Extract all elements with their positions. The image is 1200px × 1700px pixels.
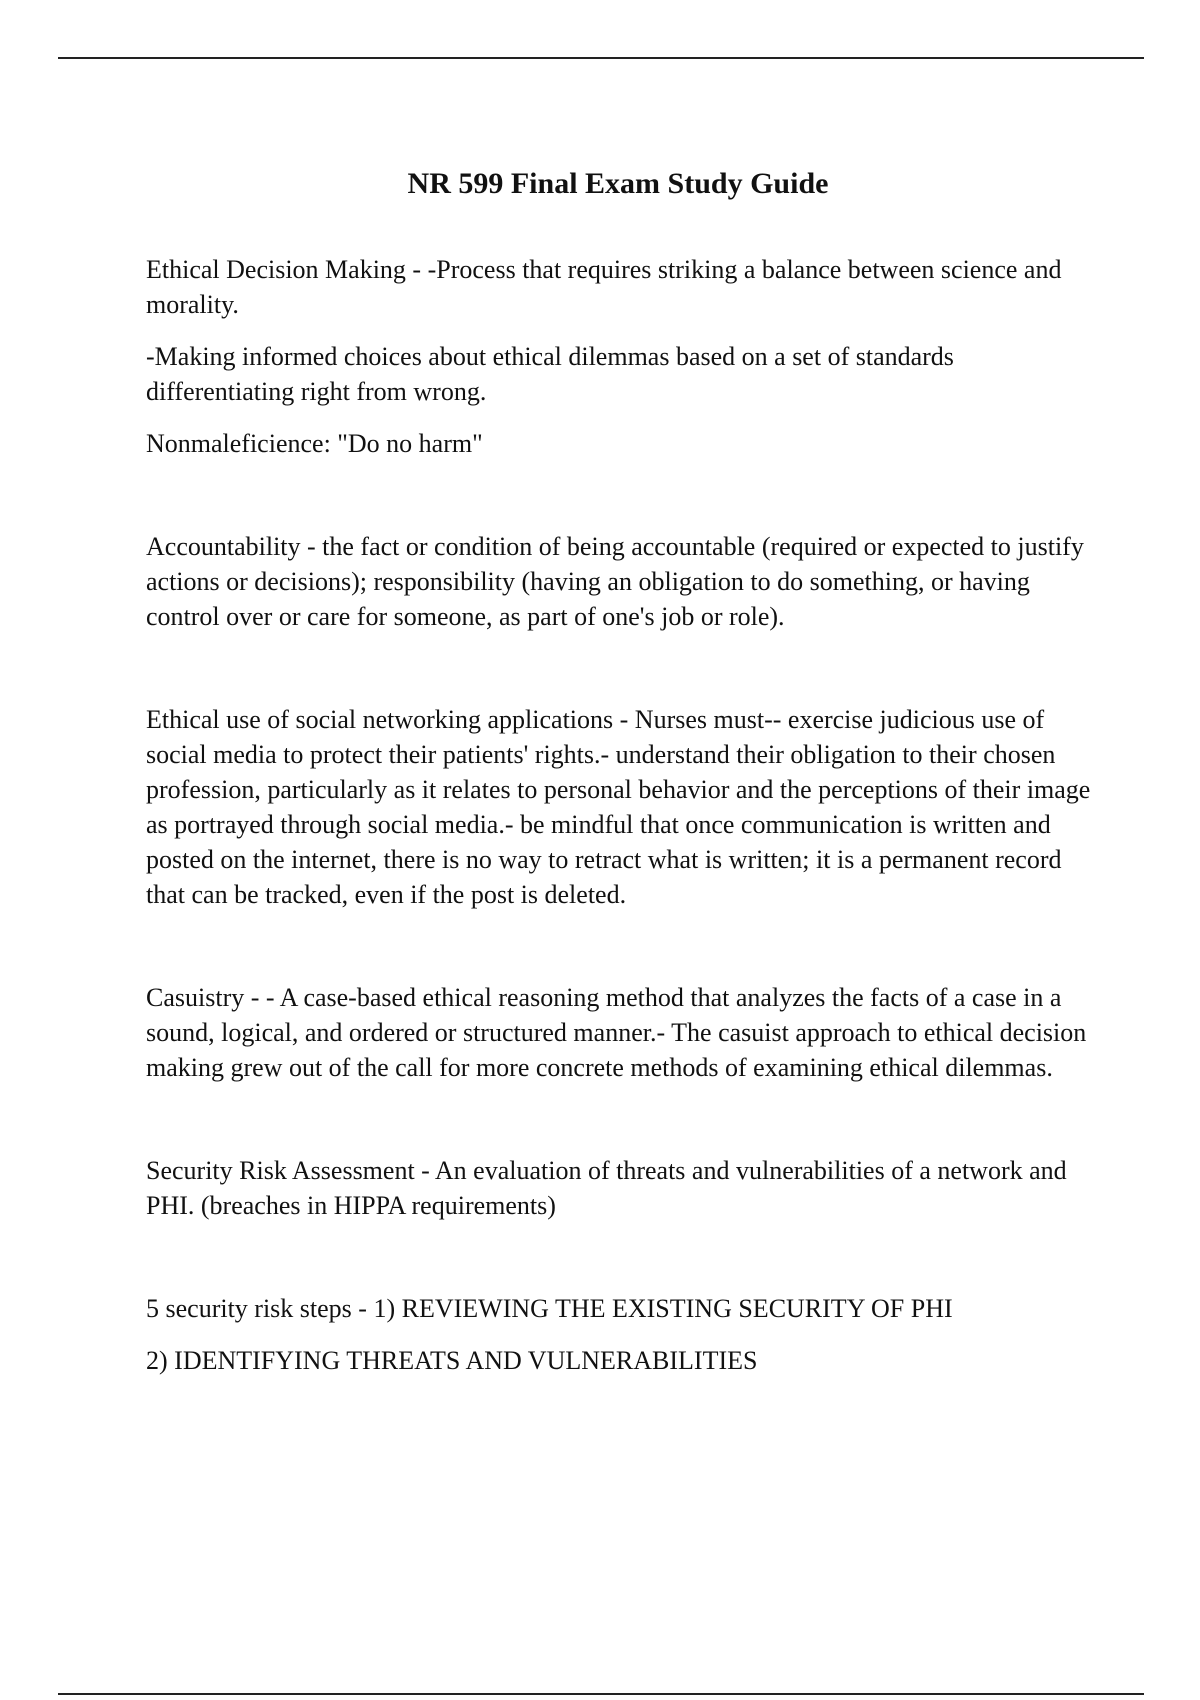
paragraph-accountability: Accountability - the fact or condition of being accountable (required or expected to justify actions or decisions); responsibility (having an obligation to do something, or having control over or care for someone, as part of one's job or role). [146,532,1084,631]
paragraph-casuistry: Casuistry - - A case-based ethical reasoning method that analyzes the facts of a case in a sound, logical, and ordered or structured manner.- The casuist approach to ethical decision making grew out of the call for more concrete methods of examining ethical dilemmas. [146,983,1087,1082]
paragraph-informed-choices: -Making informed choices about ethical dilemmas based on a set of standards differentiating right from wrong. [146,342,954,406]
paragraph-security-risk-steps: 5 security risk steps - 1) REVIEWING THE EXISTING SECURITY OF PHI [146,1294,953,1323]
paragraph-ethical-decision-making: Ethical Decision Making - -Process that requires striking a balance between science and morality. [146,255,1062,319]
bottom-rule [58,1693,1144,1695]
paragraph-social-networking: Ethical use of social networking applications - Nurses must-- exercise judicious use of social media to protect their patients' rights.- understand their obligation to their chosen profession, particularly as it relates to personal behavior and the perceptions of their image as portrayed through social media.- be mindful that once communication is written and posted on the internet, there is no way to retract what is written; it is a permanent record that can be tracked, even if the post is deleted. [146,705,1091,909]
top-rule [58,57,1144,59]
document-body [146,252,1106,1378]
page-title: NR 599 Final Exam Study Guide [407,167,829,201]
paragraph-identifying-threats: 2) IDENTIFYING THREATS AND VULNERABILITIES [146,1346,758,1375]
paragraph-nonmaleficence: Nonmaleficience: "Do no harm" [146,429,483,458]
paragraph-security-risk-assessment: Security Risk Assessment - An evaluation of threats and vulnerabilities of a network and PHI. (breaches in HIPPA requirements) [146,1156,1067,1220]
